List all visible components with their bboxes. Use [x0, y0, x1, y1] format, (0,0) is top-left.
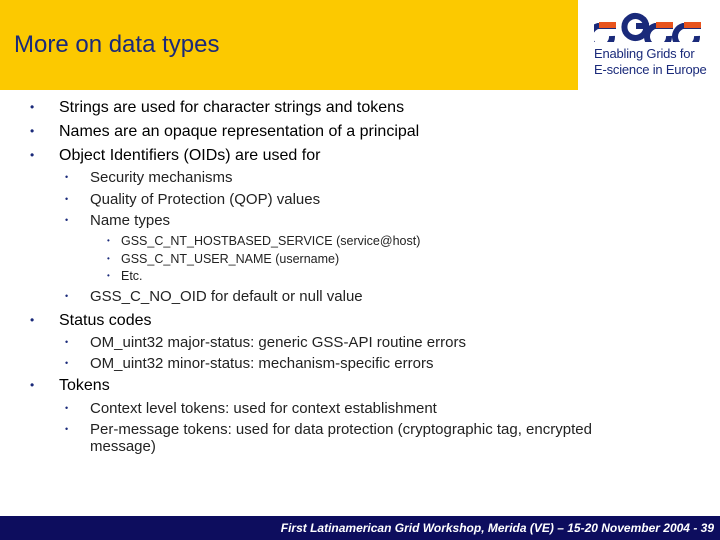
- sub-bullet-permessage: Per-message tokens: used for data protection (cryptographic tag, encrypted: [90, 421, 592, 438]
- sub-bullet-qop: Quality of Protection (QOP) values: [90, 191, 321, 208]
- sub-bullet-icon: •: [65, 215, 69, 225]
- bullet-strings: Strings are used for character strings and tokens: [59, 99, 405, 116]
- sub-sub-bullet-hostbased: GSS_C_NT_HOSTBASED_SERVICE (service@host): [121, 234, 421, 248]
- sub-bullet-icon: •: [65, 403, 69, 413]
- sub-bullet-major: OM_uint32 major-status: generic GSS-API routine errors: [90, 334, 466, 351]
- sub-bullet-icon: •: [65, 337, 69, 347]
- sub-bullet-icon: •: [65, 424, 69, 434]
- sub-bullet-security: Security mechanisms: [90, 169, 233, 186]
- logo-tagline-line2: E-science in Europe: [594, 62, 707, 77]
- bullet-icon: •: [30, 313, 35, 327]
- sub-bullet-permessage-cont: message): [90, 438, 156, 455]
- logo-tagline-line1: Enabling Grids for: [594, 46, 695, 61]
- bullet-names: Names are an opaque representation of a principal: [59, 123, 420, 140]
- bullet-icon: •: [30, 378, 35, 392]
- sub-sub-bullet-icon: •: [107, 254, 110, 263]
- sub-bullet-icon: •: [65, 194, 69, 204]
- sub-bullet-minor: OM_uint32 minor-status: mechanism-specific errors: [90, 355, 434, 372]
- bullet-status: Status codes: [59, 312, 152, 329]
- bullet-oids: Object Identifiers (OIDs) are used for: [59, 147, 321, 164]
- sub-bullet-context: Context level tokens: used for context establishment: [90, 400, 437, 417]
- sub-bullet-icon: •: [65, 172, 69, 182]
- sub-sub-bullet-icon: •: [107, 271, 110, 280]
- bullet-tokens: Tokens: [59, 377, 110, 394]
- footer-text: First Latinamerican Grid Workshop, Merida (VE) – 15-20 November 2004 - 39: [280, 521, 714, 535]
- sub-sub-bullet-etc: Etc.: [121, 269, 143, 283]
- sub-bullet-nametypes: Name types: [90, 212, 171, 229]
- sub-bullet-icon: •: [65, 358, 69, 368]
- bullet-icon: •: [30, 124, 35, 138]
- bullet-icon: •: [30, 100, 35, 114]
- sub-sub-bullet-username: GSS_C_NT_USER_NAME (username): [121, 252, 340, 266]
- footer-bar: [0, 516, 720, 540]
- sub-bullet-nooid: GSS_C_NO_OID for default or null value: [90, 288, 363, 305]
- sub-sub-bullet-icon: •: [107, 236, 110, 245]
- bullet-icon: •: [30, 148, 35, 162]
- slide-title: More on data types: [14, 31, 220, 58]
- sub-bullet-icon: •: [65, 291, 69, 301]
